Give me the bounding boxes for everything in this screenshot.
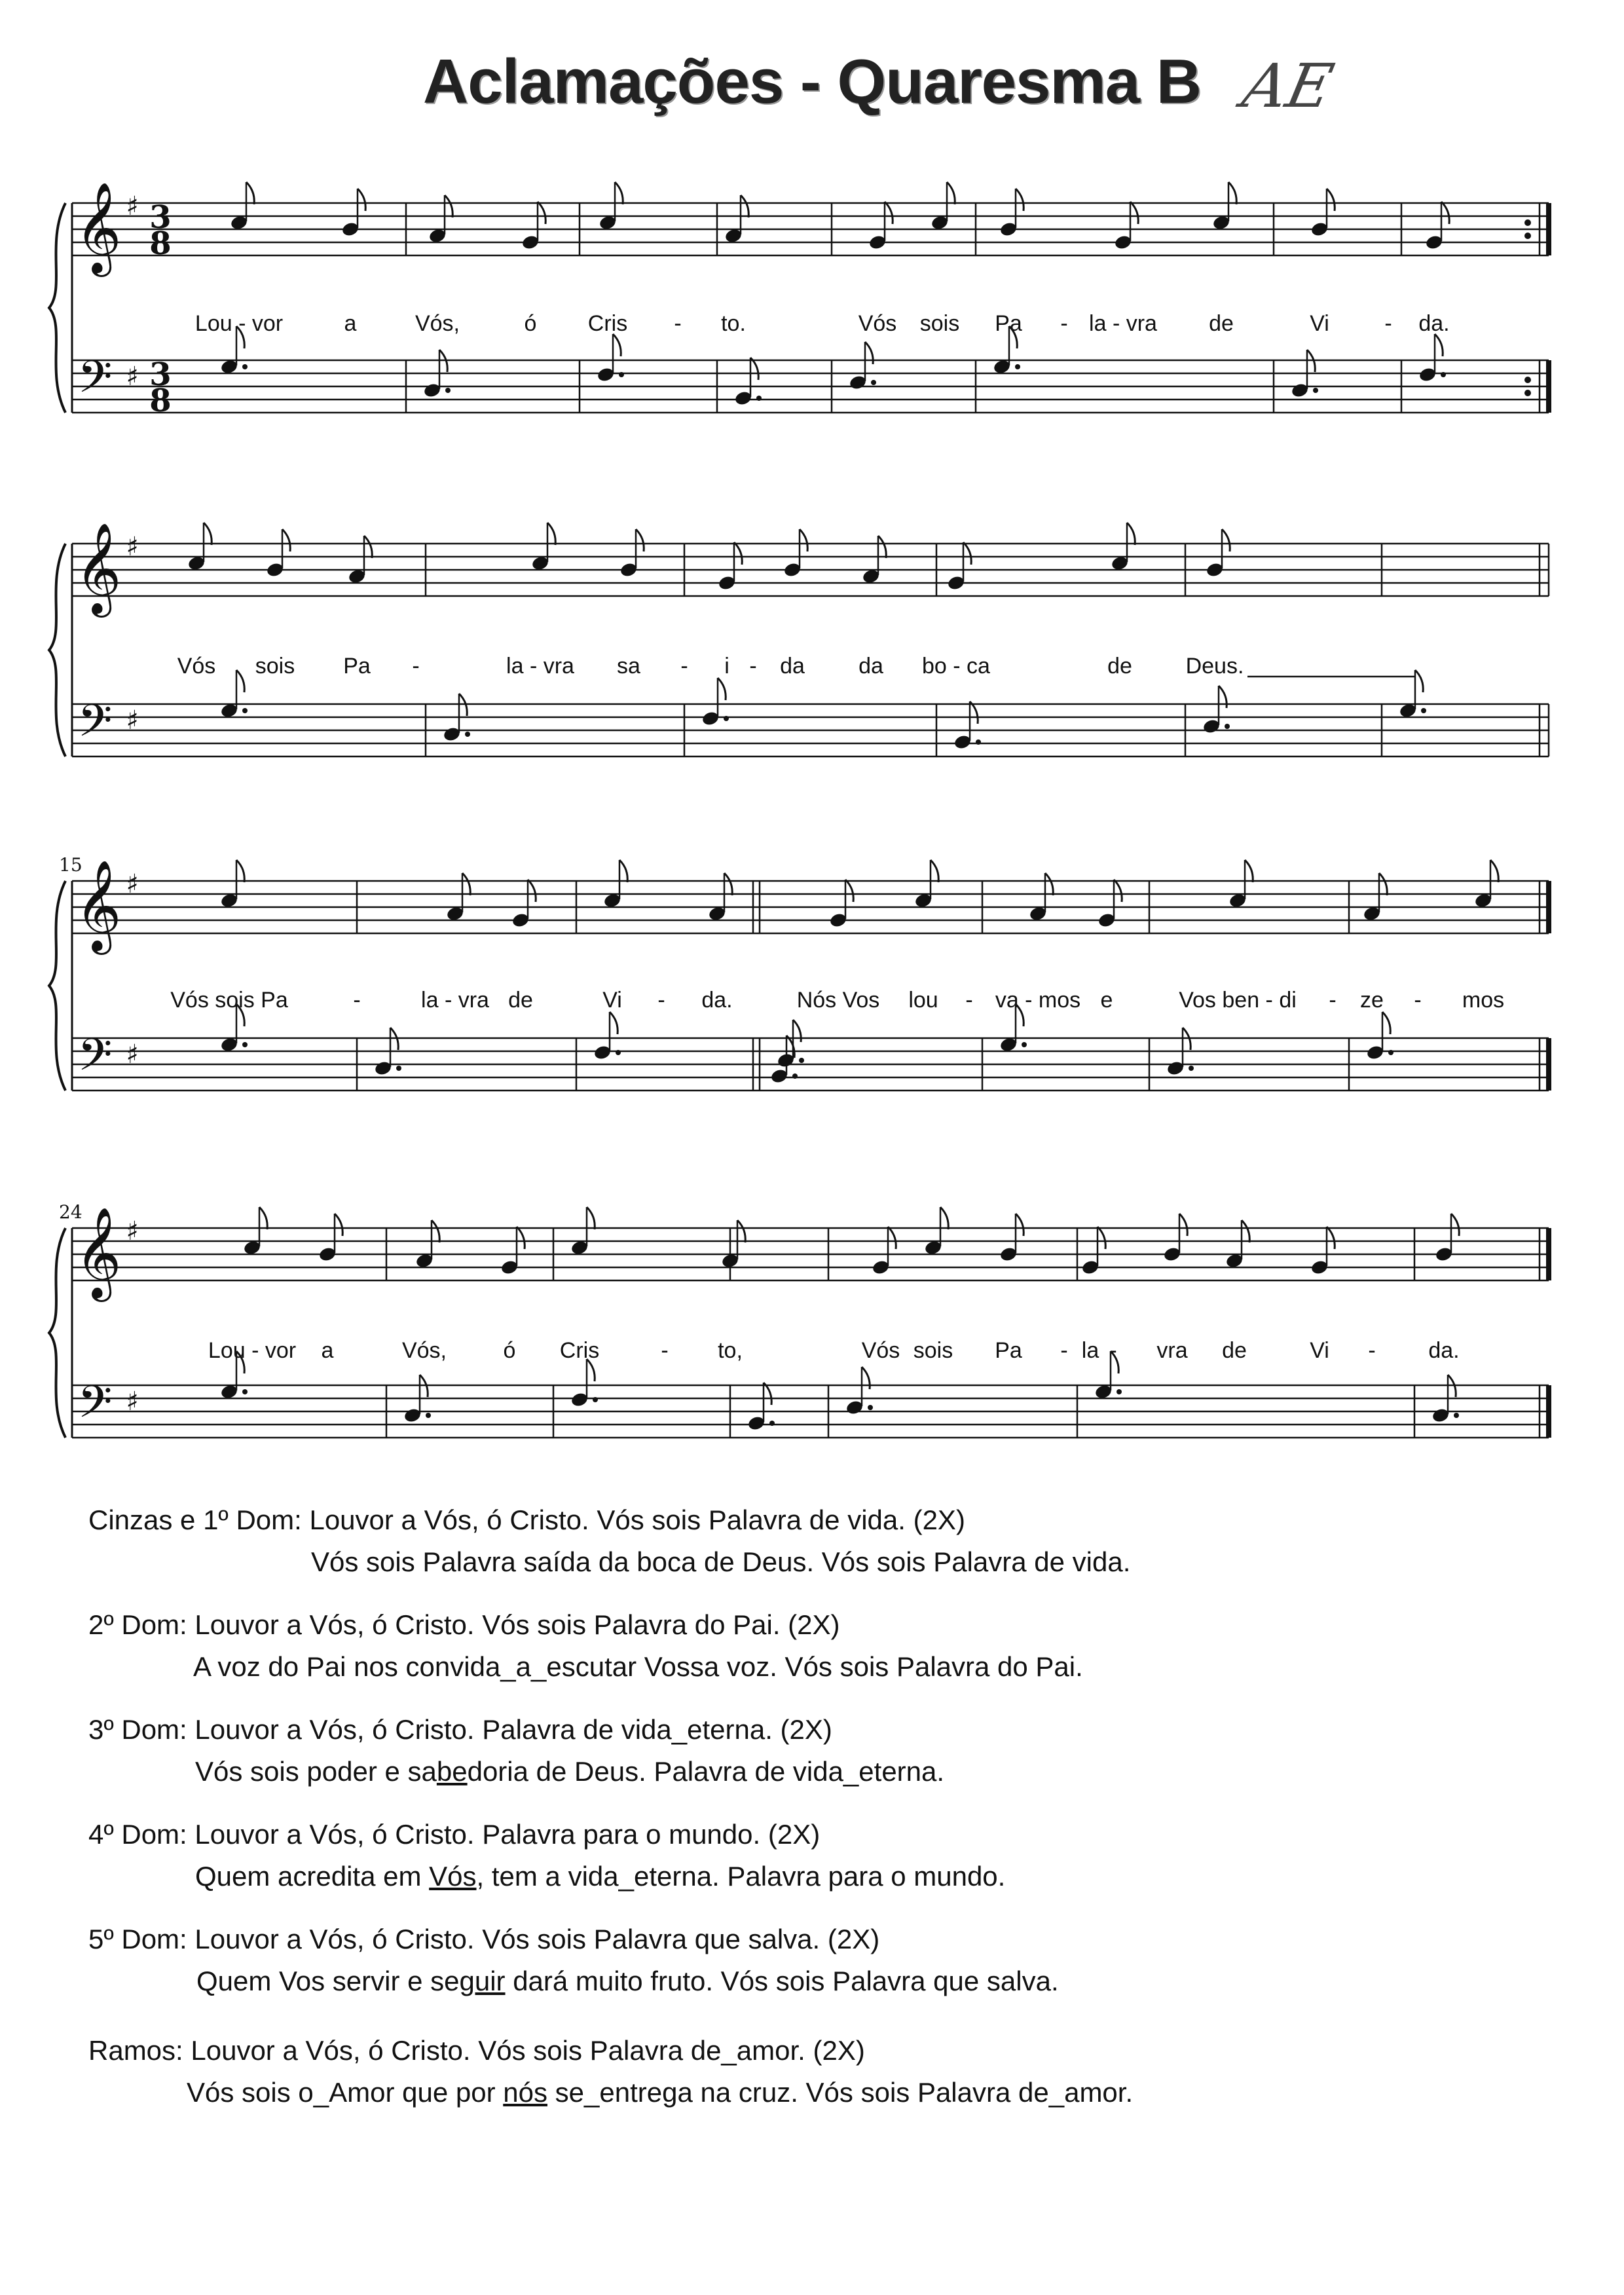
- augmentation-dot: [976, 739, 981, 745]
- lyric-syllable: -: [1060, 311, 1068, 336]
- repeat-dot: [1524, 377, 1531, 383]
- lyric-syllable: -: [1368, 1338, 1376, 1363]
- augmentation-dot: [1116, 1389, 1122, 1394]
- note-flag: [1098, 1227, 1105, 1249]
- note-flag: [445, 195, 452, 217]
- verse-label: Cinzas e 1º Dom: Louvor a Vós, ó Cristo. Vós sois Palavra de vida. (2X): [88, 1504, 965, 1535]
- lyric-syllable: a: [321, 1338, 334, 1363]
- lyric-syllable: Vós,: [401, 1338, 447, 1363]
- note-flag: [947, 182, 955, 204]
- note-flag: [734, 542, 742, 565]
- note-flag: [1451, 1214, 1459, 1236]
- augmentation-dot: [396, 1066, 401, 1071]
- augmentation-dot: [593, 1397, 598, 1402]
- lyric-syllable: to,: [718, 1338, 743, 1363]
- note-flag: [358, 189, 365, 211]
- lyric-syllable: Vós: [861, 1338, 900, 1363]
- lyric-syllable: sois: [255, 654, 295, 679]
- augmentation-dot: [871, 380, 876, 385]
- key-signature-sharp-icon: ♯: [126, 532, 139, 562]
- verse-line: A voz do Pai nos convida_a_escutar Vossa voz. Vós sois Palavra do Pai.: [193, 1651, 1083, 1682]
- note-flag: [1441, 202, 1449, 224]
- lyric-syllable: i: [724, 654, 729, 679]
- note-flag: [517, 1227, 525, 1249]
- treble-clef-icon: 𝄞: [75, 1207, 122, 1298]
- lyric-syllable: Cris: [559, 1338, 600, 1363]
- lyric-syllable: da.: [1418, 311, 1450, 336]
- note-flag: [1327, 189, 1335, 211]
- note-flag: [878, 536, 886, 558]
- augmentation-dot: [1022, 1042, 1027, 1047]
- lyric-syllable: bo - ca: [922, 654, 990, 679]
- note-flag: [1242, 1220, 1249, 1242]
- note-flag: [1016, 189, 1024, 211]
- lyric-syllable: da.: [1428, 1338, 1460, 1363]
- key-signature-sharp-icon: ♯: [126, 705, 139, 736]
- lyric-syllable: Vi: [1310, 311, 1329, 336]
- verse-line: Vós sois Palavra saída da boca de Deus. Vós sois Palavra de vida.: [311, 1546, 1131, 1577]
- lyric-syllable: Pa: [343, 654, 371, 679]
- augmentation-dot: [465, 732, 470, 737]
- lyric-syllable: de: [508, 988, 533, 1013]
- key-signature-sharp-icon: ♯: [126, 1216, 139, 1246]
- augmentation-dot: [1225, 724, 1230, 729]
- note-flag: [1415, 670, 1423, 692]
- brace: [49, 544, 65, 756]
- note-flag: [432, 1220, 439, 1242]
- augmentation-dot: [616, 1050, 621, 1055]
- note-flag: [246, 182, 254, 204]
- lyric-syllable: vra: [1156, 1338, 1188, 1363]
- key-signature-sharp-icon: ♯: [126, 869, 139, 899]
- repeat-dot: [1524, 390, 1531, 396]
- verse-label: 4º Dom: Louvor a Vós, ó Cristo. Palavra para o mundo. (2X): [88, 1819, 821, 1850]
- lyric-syllable: de: [1209, 311, 1234, 336]
- note-flag: [1228, 182, 1236, 204]
- verse-line: Vós sois poder e sabedoria de Deus. Palavra de vida_eterna.: [195, 1756, 945, 1787]
- note-flag: [613, 334, 621, 356]
- lyric-syllable: Vós sois Pa: [170, 988, 288, 1013]
- note-flag: [1127, 523, 1135, 545]
- augmentation-dot: [242, 1389, 248, 1394]
- augmentation-dot: [1189, 1066, 1194, 1071]
- lyric-syllable: ó: [503, 1338, 516, 1363]
- note-flag: [1490, 860, 1498, 882]
- note-flag: [1245, 860, 1253, 882]
- note-flag: [282, 529, 290, 551]
- measure-number: 24: [59, 1201, 83, 1223]
- note-flag: [741, 195, 748, 217]
- note-flag: [1045, 873, 1053, 895]
- lyric-syllable: lou: [908, 988, 938, 1013]
- lyric-syllable: -: [965, 988, 973, 1013]
- time-signature-bottom: 8: [149, 225, 172, 262]
- time-signature-top: 3: [149, 356, 172, 393]
- augmentation-dot: [1015, 364, 1020, 369]
- repeat-dot: [1524, 219, 1531, 226]
- lyric-syllable: -: [680, 654, 688, 679]
- handwritten-annotation: AE: [1236, 51, 1339, 121]
- note-flag: [615, 182, 623, 204]
- lyric-syllable: Lou - vor: [194, 311, 284, 336]
- treble-clef-icon: 𝄞: [75, 182, 122, 273]
- treble-clef-icon: 𝄞: [75, 860, 122, 951]
- note-flag: [963, 542, 971, 565]
- augmentation-dot: [792, 1073, 798, 1079]
- note-flag: [528, 880, 536, 902]
- lyric-syllable: la - vra: [421, 988, 489, 1013]
- lyric-syllable: -: [749, 654, 757, 679]
- augmentation-dot: [1454, 1413, 1459, 1418]
- augmentation-dot: [1441, 372, 1446, 377]
- bass-clef-icon: 𝄢: [77, 352, 113, 414]
- note-flag: [1016, 1214, 1024, 1236]
- repeat-dot: [1524, 233, 1531, 239]
- note-flag: [619, 860, 627, 882]
- verse-label: 3º Dom: Louvor a Vós, ó Cristo. Palavra de vida_eterna. (2X): [88, 1714, 832, 1745]
- note-flag: [204, 523, 212, 545]
- note-flag: [940, 1207, 948, 1229]
- lyric-syllable: to.: [721, 311, 746, 336]
- augmentation-dot: [619, 372, 624, 377]
- note-flag: [335, 1214, 342, 1236]
- lyric-syllable: a: [344, 311, 357, 336]
- lyric-syllable: Pa: [995, 311, 1022, 336]
- augmentation-dot: [1313, 388, 1318, 393]
- lyric-syllable: da.: [701, 988, 733, 1013]
- lyric-syllable: la - vra: [1089, 311, 1157, 336]
- note-flag: [724, 873, 732, 895]
- key-signature-sharp-icon: ♯: [126, 191, 139, 221]
- lyric-syllable: va - mos: [995, 988, 1081, 1013]
- lyric-syllable: da: [858, 654, 883, 679]
- lyric-syllable: de: [1107, 654, 1132, 679]
- note-flag: [1379, 873, 1387, 895]
- lyric-syllable: sois: [913, 1338, 953, 1363]
- lyric-syllable: sa: [617, 654, 640, 679]
- bass-clef-icon: 𝄢: [77, 1030, 113, 1092]
- note-flag: [800, 529, 807, 551]
- lyric-syllable: Nós Vos: [796, 988, 880, 1013]
- lyric-syllable: Vos ben - di: [1179, 988, 1297, 1013]
- augmentation-dot: [445, 388, 451, 393]
- lyric-syllable: Deus.: [1185, 654, 1244, 679]
- verse-label: 2º Dom: Louvor a Vós, ó Cristo. Vós sois Palavra do Pai. (2X): [88, 1609, 840, 1640]
- note-flag: [718, 678, 726, 700]
- lyric-syllable: -: [412, 654, 420, 679]
- note-flag: [845, 880, 853, 902]
- lyric-syllable: mos: [1462, 988, 1505, 1013]
- augmentation-dot: [1388, 1050, 1393, 1055]
- verse-label: Ramos: Louvor a Vós, ó Cristo. Vós sois Palavra de_amor. (2X): [88, 2035, 865, 2066]
- augmentation-dot: [242, 1042, 248, 1047]
- augmentation-dot: [426, 1413, 431, 1418]
- lyric-syllable: Vós: [858, 311, 897, 336]
- augmentation-dot: [868, 1405, 873, 1410]
- lyric-syllable: -: [1414, 988, 1422, 1013]
- note-flag: [364, 536, 372, 558]
- lyric-syllable: -: [1384, 311, 1392, 336]
- note-flag: [547, 523, 555, 545]
- augmentation-dot: [769, 1421, 775, 1426]
- lyric-syllable: Lou - vor: [208, 1338, 297, 1363]
- lyric-syllable: la: [1081, 1338, 1099, 1363]
- note-flag: [1114, 880, 1122, 902]
- verse-line: Quem acredita em Vós, tem a vida_eterna. Palavra para o mundo.: [195, 1861, 1006, 1892]
- brace: [49, 203, 65, 413]
- lyric-syllable: Pa: [995, 1338, 1022, 1363]
- note-flag: [888, 1227, 896, 1249]
- key-signature-sharp-icon: ♯: [126, 1387, 139, 1417]
- note-flag: [587, 1207, 595, 1229]
- augmentation-dot: [242, 364, 248, 369]
- lyric-syllable: ze: [1360, 988, 1384, 1013]
- verse-label: 5º Dom: Louvor a Vós, ó Cristo. Vós sois Palavra que salva. (2X): [88, 1924, 880, 1954]
- note-flag: [1327, 1227, 1335, 1249]
- augmentation-dot: [242, 708, 248, 713]
- note-flag: [1435, 334, 1443, 356]
- note-flag: [1222, 529, 1230, 551]
- measure-number: 15: [59, 854, 83, 876]
- note-flag: [1382, 1012, 1390, 1034]
- lyric-syllable: -: [661, 1338, 669, 1363]
- lyric-syllable: Cris: [587, 311, 628, 336]
- note-flag: [538, 202, 545, 224]
- note-flag: [1179, 1214, 1187, 1236]
- note-flag: [236, 670, 244, 692]
- page-title: Aclamações - Quaresma B: [422, 47, 1202, 117]
- key-signature-sharp-icon: ♯: [126, 362, 139, 392]
- brace: [49, 881, 65, 1091]
- note-flag: [462, 873, 470, 895]
- lyric-syllable: Vós,: [415, 311, 460, 336]
- lyric-syllable: de: [1222, 1338, 1247, 1363]
- treble-clef-icon: 𝄞: [75, 523, 122, 614]
- lyric-syllable: e: [1100, 988, 1113, 1013]
- lyric-syllable: -: [1109, 1338, 1117, 1363]
- note-flag: [610, 1012, 618, 1034]
- note-flag: [737, 1220, 745, 1242]
- note-flag: [236, 860, 244, 882]
- note-flag: [885, 202, 893, 224]
- augmentation-dot: [799, 1058, 804, 1063]
- lyric-syllable: sois: [919, 311, 960, 336]
- lyric-syllable: -: [1060, 1338, 1068, 1363]
- lyric-syllable: ó: [524, 311, 537, 336]
- augmentation-dot: [1421, 708, 1426, 713]
- lyric-syllable: Vi: [602, 988, 622, 1013]
- lyric-syllable: -: [353, 988, 361, 1013]
- brace: [49, 1228, 65, 1438]
- verse-line: Quem Vos servir e seguir dará muito fruto. Vós sois Palavra que salva.: [196, 1966, 1059, 1996]
- augmentation-dot: [724, 716, 729, 721]
- key-signature-sharp-icon: ♯: [126, 1039, 139, 1070]
- note-flag: [931, 860, 938, 882]
- bass-clef-icon: 𝄢: [77, 1377, 113, 1439]
- lyric-syllable: -: [674, 311, 682, 336]
- time-signature-top: 3: [149, 199, 172, 236]
- note-flag: [636, 529, 644, 551]
- bass-clef-icon: 𝄢: [77, 696, 113, 758]
- lyric-syllable: la - vra: [506, 654, 574, 679]
- lyric-syllable: -: [1329, 988, 1337, 1013]
- lyric-syllable: -: [657, 988, 665, 1013]
- lyric-syllable: Vi: [1310, 1338, 1329, 1363]
- lyric-syllable: da: [780, 654, 805, 679]
- verse-line: Vós sois o_Amor que por nós se_entrega na cruz. Vós sois Palavra de_amor.: [187, 2077, 1134, 2108]
- augmentation-dot: [756, 396, 762, 401]
- note-flag: [259, 1207, 267, 1229]
- time-signature-bottom: 8: [149, 382, 172, 419]
- lyric-syllable: Vós: [177, 654, 216, 679]
- note-flag: [1130, 202, 1138, 224]
